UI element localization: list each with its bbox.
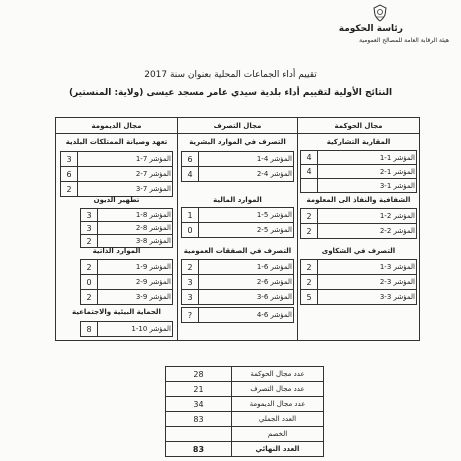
group-table-participation	[300, 150, 417, 193]
group-title-public-procurement: التصرف في الصفقات العمومية	[183, 247, 292, 255]
domain-title-sustainability: مجال الديمومة	[91, 122, 142, 130]
table-row: 6 المؤشر 4-1	[182, 152, 294, 167]
domain-title-governance: مجال الحوكمة	[334, 122, 383, 130]
group-table-public-procurement	[181, 259, 294, 305]
group-title-transparency: الشفافية والنفاذ الى المعلومة	[306, 196, 411, 204]
table-row: 8 المؤشر 10-1	[81, 322, 173, 337]
group-title-participation: المقاربة التشاركية	[326, 138, 391, 146]
table-row: 2 المؤشر 3-2	[301, 275, 417, 290]
table-row: 2 المؤشر 3-1	[301, 260, 417, 275]
org-subtitle: هيئة الرقابة العامة للمصالح العمومية	[359, 37, 449, 44]
group-table-transparency	[300, 208, 417, 239]
table-row: 21 عدد مجال التصرف	[166, 382, 324, 397]
group-title-own-resources: الموارد الذاتية	[92, 247, 141, 255]
group-table-human-resources	[181, 151, 294, 182]
table-row: 4 المؤشر 1-2	[301, 165, 417, 179]
group-table-debt-clearing	[80, 208, 173, 248]
table-row: الخصم	[166, 427, 324, 442]
group-title-financial-resources: الموارد المالية	[213, 196, 262, 204]
table-row: 2 المؤشر 2-1	[301, 209, 417, 224]
group-title-debt-clearing: تطهير الديون	[93, 196, 140, 204]
table-row: 3 المؤشر 8-1	[81, 209, 173, 222]
table-row: 2 المؤشر 7-3	[61, 182, 173, 197]
table-row: 2 المؤشر 8-3	[81, 235, 173, 248]
group-table-maintenance	[60, 151, 173, 197]
org-name: رئاسة الحكومة	[338, 24, 403, 34]
domain-title-management: مجال التصرف	[213, 122, 262, 130]
emblem-icon	[372, 4, 388, 22]
group-table-complaints	[300, 259, 417, 305]
table-row: 2 المؤشر 6-1	[182, 260, 294, 275]
group-table-public-procurement-extra	[181, 307, 294, 323]
table-row: 5 المؤشر 3-3	[301, 290, 417, 305]
table-row: 2 المؤشر 2-2	[301, 224, 417, 239]
table-row: 83 العدد الجملي	[166, 412, 324, 427]
table-row: 34 عدد مجال الديمومة	[166, 397, 324, 412]
table-row: 3 المؤشر 8-2	[81, 222, 173, 235]
table-row: ? المؤشر 6-4	[182, 308, 294, 323]
table-row: 2 المؤشر 9-3	[81, 290, 173, 305]
group-table-environmental-social	[80, 321, 173, 337]
table-row: 0 المؤشر 9-2	[81, 275, 173, 290]
table-row: 3 المؤشر 6-2	[182, 275, 294, 290]
table-row: 2 المؤشر 9-1	[81, 260, 173, 275]
document-title: تقييم أداء الجماعات المحلية بعنوان سنة 2017	[144, 70, 317, 80]
group-table-financial-resources	[181, 207, 294, 238]
group-table-own-resources	[80, 259, 173, 305]
table-row: 28 عدد مجال الحوكمة	[166, 367, 324, 382]
table-row: 0 المؤشر 5-2	[182, 223, 294, 238]
table-row: المؤشر 1-3	[301, 179, 417, 193]
group-title-maintenance: تعهد وصيانة الممتلكات البلدية	[65, 138, 168, 146]
table-row: 3 المؤشر 7-1	[61, 152, 173, 167]
table-row: 1 المؤشر 5-1	[182, 208, 294, 223]
summary-table	[165, 366, 324, 457]
table-row: 4 المؤشر 4-2	[182, 167, 294, 182]
table-row: 3 المؤشر 6-3	[182, 290, 294, 305]
group-title-environmental-social: الحماية البيئية والاجتماعية	[72, 308, 161, 316]
table-row: 4 المؤشر 1-1	[301, 151, 417, 165]
group-title-human-resources: التصرف في الموارد البشرية	[189, 138, 286, 146]
table-row: 6 المؤشر 7-2	[61, 167, 173, 182]
group-title-complaints: التصرف في الشكاوى	[321, 247, 396, 255]
document-subtitle: النتائج الأولية لتقييم أداء بلدية سيدي عامر مسجد عيسى (ولاية: المنستير)	[68, 88, 393, 98]
table-row: 83 العدد النهائي	[166, 442, 324, 457]
